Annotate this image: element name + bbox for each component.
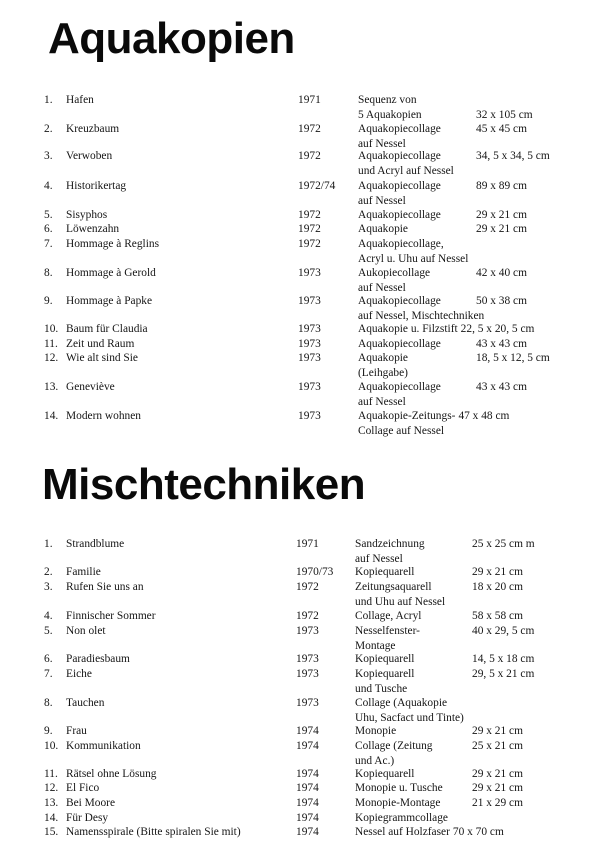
item-year: 1974 [296, 797, 319, 809]
item-title: Familie [66, 566, 101, 578]
item-technique: Aquakopiecollage [358, 295, 441, 307]
item-number: 4. [44, 180, 53, 192]
item-size: 29 x 21 cm [472, 768, 523, 780]
item-year: 1974 [296, 782, 319, 794]
item-year: 1973 [298, 323, 321, 335]
item-size: 40 x 29, 5 cm [472, 625, 535, 637]
item-technique: Collage auf Nessel [358, 424, 445, 437]
item-technique: Monopie [355, 725, 397, 737]
item-number: 6. [44, 653, 53, 665]
item-size: 42 x 40 cm [476, 267, 527, 279]
item-number: 14. [44, 812, 59, 824]
item-technique: Aquakopiecollage [358, 123, 441, 135]
item-technique: 5 Aquakopien [358, 108, 422, 121]
item-year: 1973 [298, 295, 321, 307]
item-technique: und Uhu auf Nessel [355, 595, 446, 608]
item-number: 13. [44, 797, 59, 809]
item-number: 14. [44, 410, 59, 422]
item-technique: Collage (Aquakopie [355, 697, 448, 709]
item-number: 5. [44, 625, 53, 637]
item-technique: Monopie-Montage [355, 797, 441, 809]
item-title: Hommage à Gerold [66, 267, 156, 279]
item-title: Geneviève [66, 381, 115, 393]
item-technique: auf Nessel [358, 395, 406, 408]
item-year: 1974 [296, 812, 319, 824]
item-number: 3. [44, 150, 53, 162]
item-year: 1972 [298, 150, 321, 162]
item-title: Tauchen [66, 697, 105, 709]
item-technique: Aquakopie [358, 223, 408, 235]
item-size: 25 x 21 cm [472, 740, 523, 752]
item-technique: Nesselfenster- [355, 625, 420, 637]
item-technique: Sandzeichnung [355, 538, 425, 550]
item-year: 1972 [296, 581, 319, 593]
item-technique: auf Nessel [358, 194, 406, 207]
item-technique: Kopiequarell [355, 668, 415, 680]
item-size: 14, 5 x 18 cm [472, 653, 535, 665]
item-number: 7. [44, 238, 53, 250]
item-size: 50 x 38 cm [476, 295, 527, 307]
item-title: Wie alt sind Sie [66, 352, 138, 364]
item-number: 11. [44, 768, 58, 780]
item-size: 18 x 20 cm [472, 581, 523, 593]
item-year: 1971 [296, 538, 319, 550]
item-size: 29 x 21 cm [476, 209, 527, 221]
item-technique: Aquakopiecollage, [358, 238, 444, 250]
item-technique: Aquakopie-Zeitungs- [358, 410, 456, 422]
item-technique: Collage (Zeitung [355, 740, 433, 752]
item-technique: Monopie u. Tusche [355, 782, 443, 794]
item-title: El Fico [66, 782, 100, 794]
item-size: 18, 5 x 12, 5 cm [476, 352, 550, 364]
item-title: Kreuzbaum [66, 123, 120, 135]
item-title: Eiche [66, 668, 92, 680]
item-title: Hommage à Reglins [66, 238, 160, 250]
item-year: 1973 [298, 410, 321, 422]
item-technique: auf Nessel [355, 552, 403, 565]
item-year: 1973 [298, 352, 321, 364]
item-technique: Acryl u. Uhu auf Nessel [358, 252, 469, 265]
item-size: 58 x 58 cm [472, 610, 523, 622]
item-title: Finnischer Sommer [66, 610, 156, 622]
item-technique: Montage [355, 639, 396, 652]
item-technique: Kopiequarell [355, 566, 415, 578]
item-title: Modern wohnen [66, 410, 141, 422]
item-title: Verwoben [66, 150, 113, 162]
item-title: Historikertag [66, 180, 127, 192]
item-number: 8. [44, 267, 53, 279]
item-year: 1974 [296, 768, 319, 780]
item-number: 15. [44, 826, 59, 838]
item-technique: Kopiequarell [355, 653, 415, 665]
item-size: 45 x 45 cm [476, 123, 527, 135]
item-technique: und Acryl auf Nessel [358, 164, 454, 177]
item-number: 4. [44, 610, 53, 622]
item-year: 1974 [296, 826, 319, 838]
item-technique: Uhu, Sacfact und Tinte) [355, 711, 464, 724]
item-number: 10. [44, 740, 59, 752]
item-number: 12. [44, 782, 59, 794]
item-number: 7. [44, 668, 53, 680]
item-technique: Aquakopiecollage [358, 209, 441, 221]
item-title: Hommage à Papke [66, 295, 153, 307]
item-technique: Aquakopie [358, 352, 408, 364]
item-size: 25 x 25 cm m [472, 538, 535, 550]
item-technique: Zeitungsaquarell [355, 581, 432, 593]
item-size: 29 x 21 cm [472, 782, 523, 794]
item-year: 1972 [296, 610, 319, 622]
item-year: 1973 [298, 381, 321, 393]
item-technique: Aquakopiecollage [358, 338, 441, 350]
item-size: 29 x 21 cm [472, 566, 523, 578]
item-technique: Aquakopie u. Filzstift [358, 323, 458, 335]
item-technique: Collage, Acryl [355, 610, 422, 622]
item-number: 1. [44, 538, 53, 550]
item-number: 9. [44, 725, 53, 737]
item-year: 1972 [298, 123, 321, 135]
item-technique: Nessel auf Holzfaser [355, 826, 450, 838]
item-year: 1972 [298, 209, 321, 221]
item-size: 32 x 105 cm [476, 108, 533, 121]
item-technique: Aquakopiecollage [358, 180, 441, 192]
item-technique: Kopiegrammcollage [355, 812, 448, 824]
item-size: 22, 5 x 20, 5 cm [460, 323, 535, 335]
item-number: 3. [44, 581, 53, 593]
item-technique: (Leihgabe) [358, 366, 408, 379]
item-year: 1972 [298, 238, 321, 250]
item-technique: Sequenz von [358, 94, 417, 106]
item-size: 89 x 89 cm [476, 180, 527, 192]
item-number: 12. [44, 352, 59, 364]
item-number: 13. [44, 381, 59, 393]
item-number: 1. [44, 94, 53, 106]
item-technique: auf Nessel, Mischtechniken [358, 309, 485, 322]
item-title: Rufen Sie uns an [66, 581, 144, 593]
item-year: 1973 [296, 697, 319, 709]
item-year: 1972 [298, 223, 321, 235]
item-technique: auf Nessel [358, 281, 406, 294]
aquakopien-heading: Aquakopien [48, 14, 295, 63]
item-year: 1970/73 [296, 566, 334, 578]
item-title: Non olet [66, 625, 106, 637]
item-year: 1973 [296, 668, 319, 680]
item-title: Bei Moore [66, 797, 116, 809]
item-title: Hafen [66, 94, 94, 106]
item-number: 9. [44, 295, 53, 307]
item-size: 34, 5 x 34, 5 cm [476, 150, 550, 162]
item-number: 5. [44, 209, 53, 221]
item-title: Namensspirale (Bitte spiralen Sie mit) [66, 826, 241, 838]
item-size: 29 x 21 cm [476, 223, 527, 235]
item-year: 1974 [296, 725, 319, 737]
item-technique: Aquakopiecollage [358, 150, 441, 162]
item-title: Zeit und Raum [66, 338, 135, 350]
item-year: 1973 [298, 338, 321, 350]
item-size: 21 x 29 cm [472, 797, 523, 809]
item-number: 11. [44, 338, 58, 350]
item-year: 1974 [296, 740, 319, 752]
mischtechniken-heading: Mischtechniken [42, 460, 366, 509]
item-number: 8. [44, 697, 53, 709]
item-year: 1973 [296, 653, 319, 665]
item-size: 29, 5 x 21 cm [472, 668, 535, 680]
item-title: Kommunikation [66, 740, 141, 752]
item-technique: Kopiequarell [355, 768, 415, 780]
item-title: Für Desy [66, 812, 109, 824]
item-number: 6. [44, 223, 53, 235]
item-title: Strandblume [66, 538, 125, 550]
item-size: 70 x 70 cm [452, 826, 504, 838]
item-number: 10. [44, 323, 59, 335]
item-year: 1973 [296, 625, 319, 637]
item-technique: auf Nessel [358, 137, 406, 150]
item-title: Löwenzahn [66, 223, 120, 235]
item-size: 43 x 43 cm [476, 381, 527, 393]
item-technique: und Ac.) [355, 754, 395, 767]
item-number: 2. [44, 123, 53, 135]
item-size: 29 x 21 cm [472, 725, 523, 737]
item-title: Paradiesbaum [66, 653, 130, 665]
item-title: Rätsel ohne Lösung [66, 768, 157, 780]
item-technique: Aquakopiecollage [358, 381, 441, 393]
item-year: 1973 [298, 267, 321, 279]
item-year: 1972/74 [298, 180, 336, 192]
item-title: Baum für Claudia [66, 323, 148, 335]
item-size: 47 x 48 cm [458, 410, 510, 422]
item-title: Sisyphos [66, 209, 108, 221]
item-size: 43 x 43 cm [476, 338, 527, 350]
item-title: Frau [66, 725, 87, 737]
item-technique: Aukopiecollage [358, 267, 431, 279]
item-number: 2. [44, 566, 53, 578]
item-technique: und Tusche [355, 682, 408, 695]
item-year: 1971 [298, 94, 321, 106]
